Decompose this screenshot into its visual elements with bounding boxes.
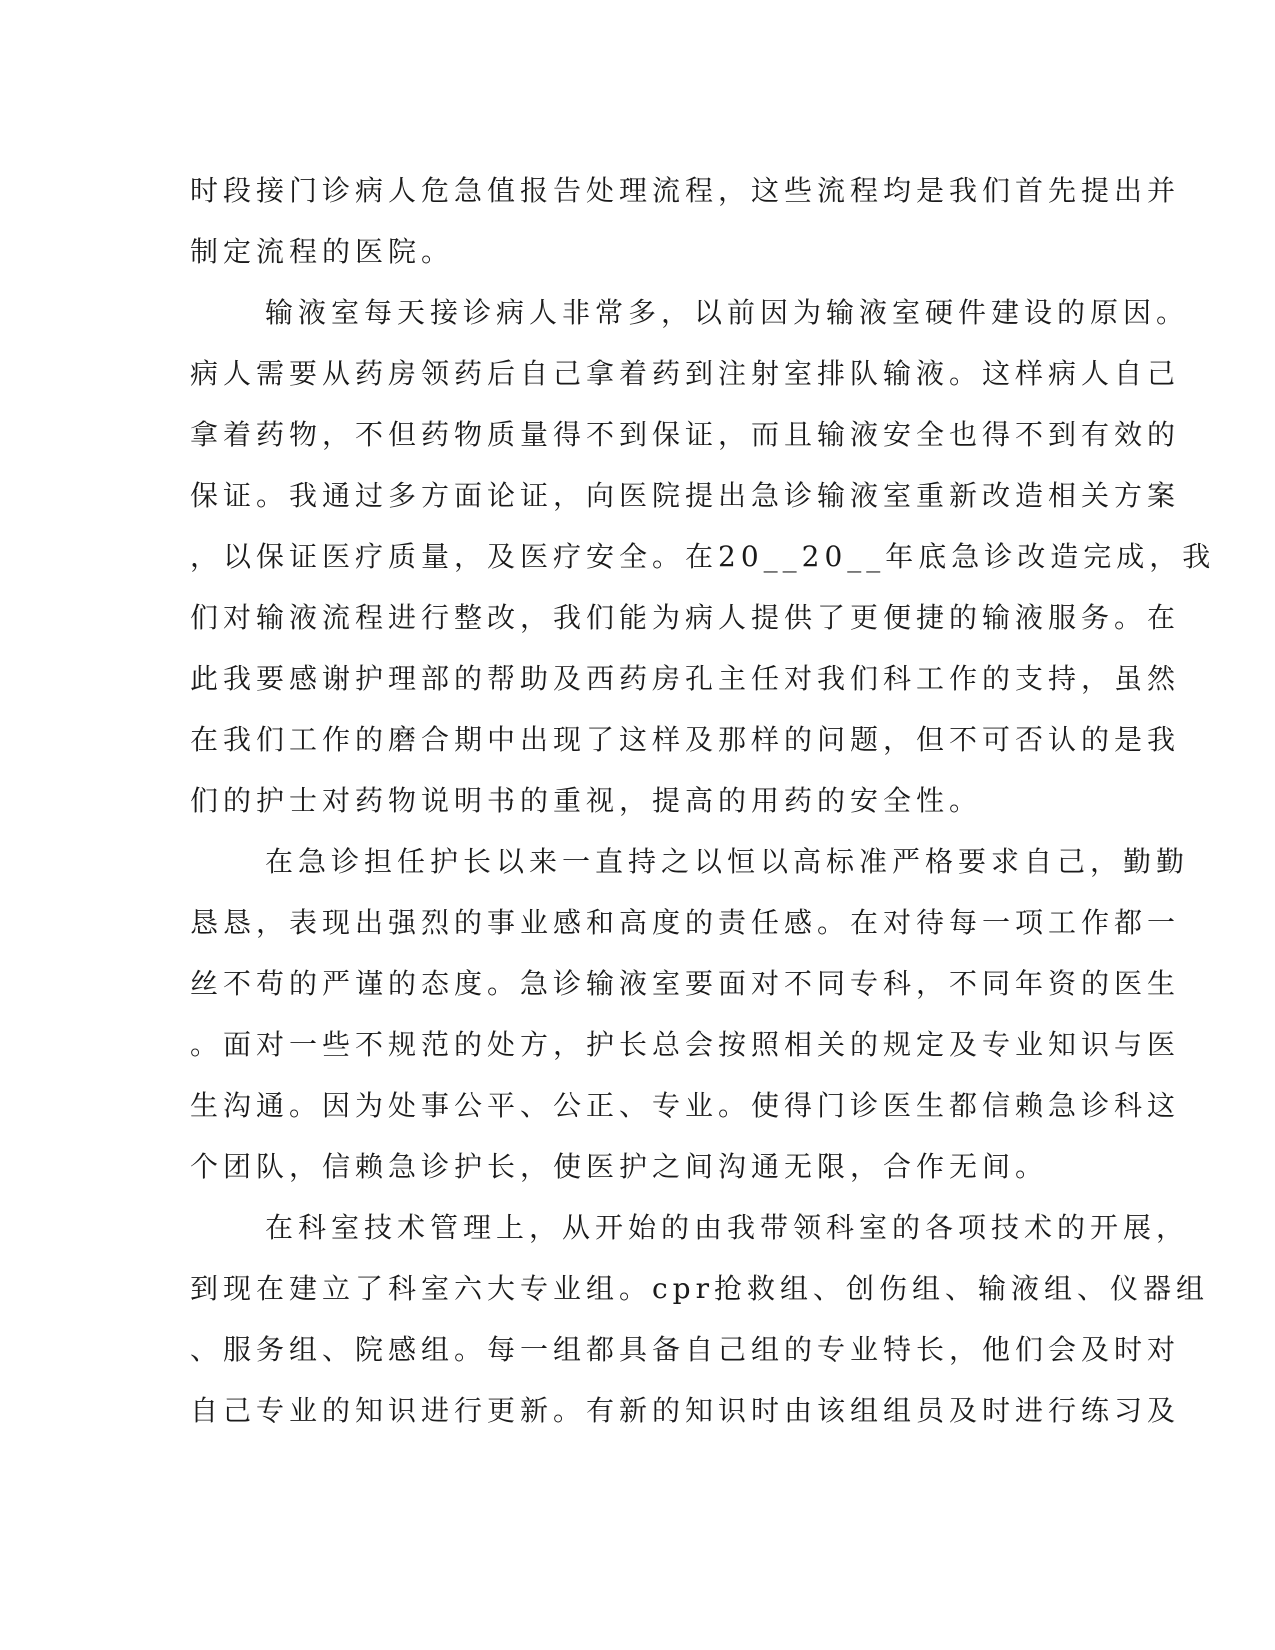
- paragraph-start-line: 在科室技术管理上，从开始的由我带领科室的各项技术的开展，: [265, 1211, 1190, 1244]
- text-line: ，以保证医疗质量，及医疗安全。在20__20__年底急诊改造完成，我: [190, 540, 1216, 573]
- text-line: 病人需要从药房领药后自己拿着药到注射室排队输液。这样病人自己: [190, 357, 1181, 390]
- text-line: 此我要感谢护理部的帮助及西药房孔主任对我们科工作的支持，虽然: [190, 662, 1181, 695]
- text-line: 们对输液流程进行整改，我们能为病人提供了更便捷的输液服务。在: [190, 601, 1181, 634]
- text-line: 丝不苟的严谨的态度。急诊输液室要面对不同专科，不同年资的医生: [190, 967, 1181, 1000]
- text-line: 个团队，信赖急诊护长，使医护之间沟通无限，合作无间。: [190, 1150, 1049, 1183]
- text-line: 生沟通。因为处事公平、公正、专业。使得门诊医生都信赖急诊科这: [190, 1089, 1181, 1122]
- text-line: 拿着药物，不但药物质量得不到保证，而且输液安全也得不到有效的: [190, 418, 1181, 451]
- paragraph-start-line: 输液室每天接诊病人非常多，以前因为输液室硬件建设的原因。: [265, 296, 1190, 329]
- text-line: 、服务组、院感组。每一组都具备自己组的专业特长，他们会及时对: [190, 1333, 1181, 1366]
- text-line: 时段接门诊病人危急值报告处理流程，这些流程均是我们首先提出并: [190, 174, 1181, 207]
- text-line: 自己专业的知识进行更新。有新的知识时由该组组员及时进行练习及: [190, 1394, 1181, 1427]
- paragraph-start-line: 在急诊担任护长以来一直持之以恒以高标准严格要求自己，勤勤: [265, 845, 1190, 878]
- text-line: 在我们工作的磨合期中出现了这样及那样的问题，但不可否认的是我: [190, 723, 1181, 756]
- text-line: 制定流程的医院。: [190, 235, 455, 268]
- text-line: 恳恳，表现出强烈的事业感和高度的责任感。在对待每一项工作都一: [190, 906, 1181, 939]
- document-body: [190, 160, 1216, 1441]
- text-line: 们的护士对药物说明书的重视，提高的用药的安全性。: [190, 784, 983, 817]
- text-line: 到现在建立了科室六大专业组。cpr抢救组、创伤组、输液组、仪器组: [190, 1272, 1209, 1305]
- text-line: 保证。我通过多方面论证，向医院提出急诊输液室重新改造相关方案: [190, 479, 1181, 512]
- text-line: 。面对一些不规范的处方，护长总会按照相关的规定及专业知识与医: [190, 1028, 1181, 1061]
